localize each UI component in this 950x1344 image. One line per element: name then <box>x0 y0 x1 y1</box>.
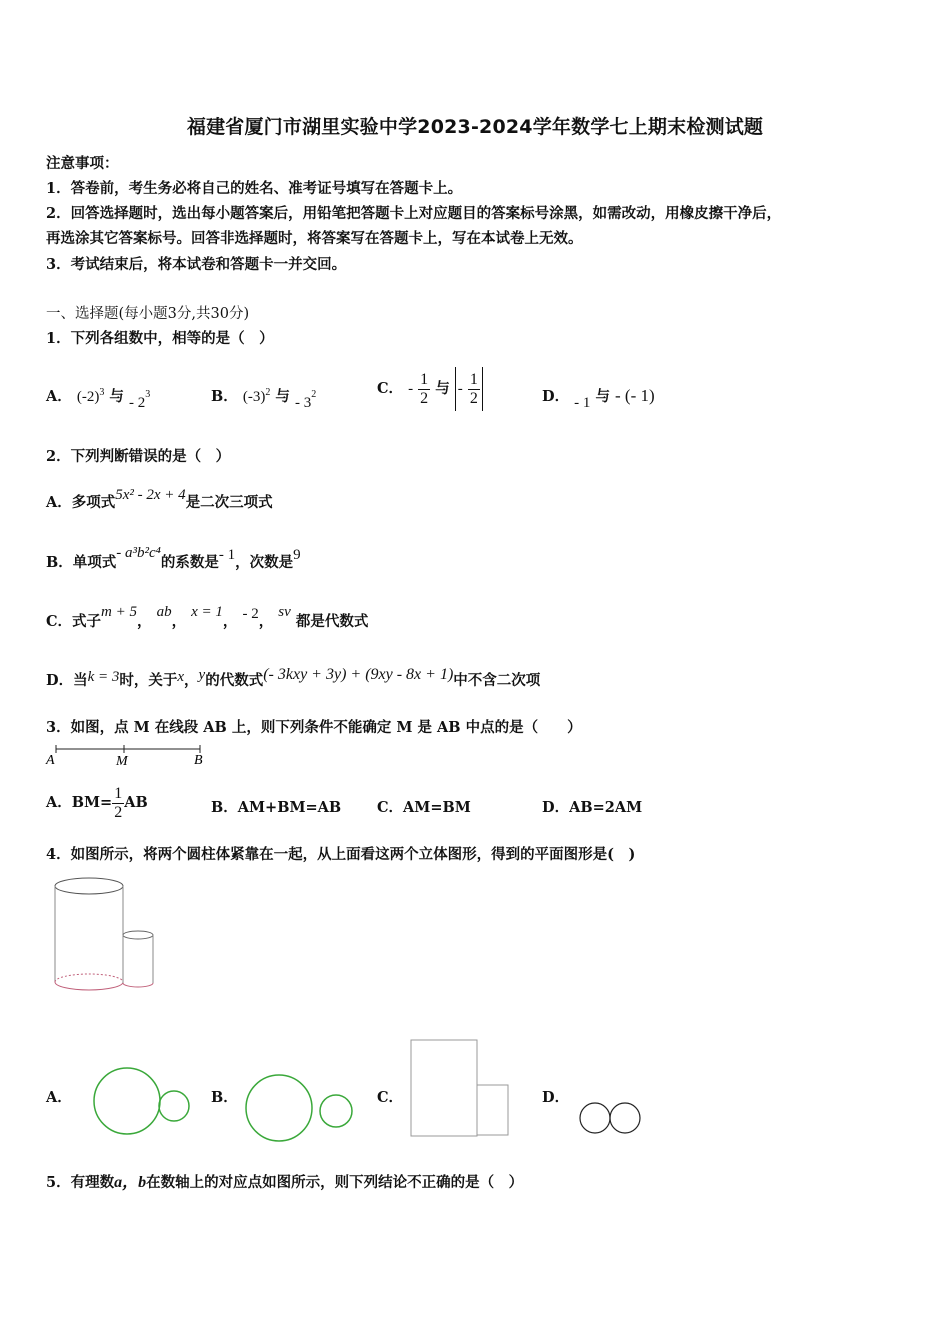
q1-c-abs-num: 1 <box>469 370 478 388</box>
large-circle <box>246 1075 312 1141</box>
q1-c-abs-fraction <box>468 371 480 408</box>
q2-b-mid: 的系数是 <box>160 554 219 571</box>
q4-option-a-label: A． <box>46 1089 72 1106</box>
q2-c-e3: x = 1 <box>191 604 223 620</box>
q5-stem <box>46 1169 523 1192</box>
q1-d-with: 与 <box>595 388 610 405</box>
big-cylinder-bottom-hidden <box>55 974 123 982</box>
q1-stem: 1．下列各组数中，相等的是（ ） <box>46 330 274 347</box>
q2-option-d <box>46 666 541 690</box>
big-cylinder-bottom <box>55 982 123 990</box>
q1-b-label: B． <box>211 388 238 405</box>
q1-d-expr2: - (- 1) <box>615 386 655 405</box>
q2-stem: 2．下列判断错误的是（ ） <box>46 448 231 465</box>
q2-b-pre: B．单项式 <box>46 554 117 571</box>
q3-a-den: 2 <box>114 803 123 821</box>
q1-c-abs <box>455 367 483 411</box>
section-heading: 一、选择题(每小题3分,共30分) <box>46 306 250 322</box>
q4-option-b-label: B． <box>211 1089 238 1106</box>
q1-a-label: A． <box>46 388 72 405</box>
q2-d-mid: 时，关于 <box>119 672 178 689</box>
q2-c-e1: m + 5 <box>101 604 138 620</box>
q2-d-x: x <box>177 669 185 685</box>
q3-a-post: AB <box>124 794 148 811</box>
q4-option-c-figure <box>408 1036 518 1140</box>
q1-option-a <box>46 385 151 411</box>
q2-a-pre: A．多项式 <box>46 494 116 511</box>
point-b-label: B <box>194 753 203 768</box>
q2-c-sep3: ， <box>222 613 238 630</box>
q2-c-sep4: ， <box>258 613 274 630</box>
q2-c-e2: ab <box>156 604 172 620</box>
q2-d-y: y <box>198 667 206 683</box>
q2-option-c <box>46 604 369 631</box>
notice-item-2b: 再选涂其它答案标号。回答非选择题时，将答案写在答题卡上，写在本试卷上无效。 <box>46 230 583 247</box>
q4-stem: 4．如图所示，将两个圆柱体紧靠在一起，从上面看这两个立体图形，得到的平面图形是( ) <box>46 846 636 863</box>
q1-c-abs-den: 2 <box>469 389 478 407</box>
q2-b-coef: - 1 <box>218 547 236 563</box>
q3-a-label: A．BM= <box>46 794 113 811</box>
notice-item-1: 1．答卷前，考生务必将自己的姓名、准考证号填写在答题卡上。 <box>46 180 463 197</box>
q1-b-exp1: 2 <box>265 387 271 399</box>
q1-b-exp2: 2 <box>311 389 317 401</box>
q5-stem-post: 在数轴上的对应点如图所示，则下列结论不正确的是（ ） <box>146 1174 524 1191</box>
q1-a-exp2: 3 <box>145 389 151 401</box>
q2-d-post: 中不含二次项 <box>453 672 541 689</box>
big-cylinder-top <box>55 878 123 894</box>
q2-c-e5: sv <box>278 604 291 620</box>
q4-option-a-figure <box>90 1064 200 1140</box>
q1-option-c <box>377 364 483 414</box>
q4-option-c-label: C． <box>377 1089 404 1106</box>
q3-a-fraction <box>112 785 124 822</box>
q2-c-pre: C．式子 <box>46 613 102 630</box>
q2-c-sep2: ， <box>171 613 187 630</box>
q1-option-d <box>542 385 655 411</box>
page-title: 福建省厦门市湖里实验中学2023-2024学年数学七上期末检测试题 <box>186 116 764 138</box>
point-m-label: M <box>116 754 128 769</box>
q1-c-neg: - <box>408 381 414 397</box>
notice-item-3: 3．考试结束后，将本试卷和答题卡一并交回。 <box>46 256 347 273</box>
q4-option-d-label: D． <box>542 1089 570 1106</box>
large-circle <box>94 1068 160 1134</box>
small-rectangle <box>477 1085 508 1135</box>
q3-stem: 3．如图，点 M 在线段 AB 上，则下列条件不能确定 M 是 AB 中点的是（ ） <box>46 719 582 736</box>
small-cylinder-bottom <box>123 983 153 987</box>
q2-a-post: 是二次三项式 <box>185 494 273 511</box>
q1-a-with: 与 <box>109 388 124 405</box>
q1-option-b <box>211 385 317 411</box>
q2-d-k: k = 3 <box>87 669 120 685</box>
notice-heading: 注意事项： <box>46 155 119 172</box>
q1-d-label: D． <box>542 388 570 405</box>
q2-b-deg: 9 <box>293 547 301 563</box>
q2-c-sep1: ， <box>137 613 152 630</box>
q3-option-c: C．AM=BM <box>377 799 471 816</box>
q5-vars: a，b <box>114 1174 147 1191</box>
q1-c-label: C． <box>377 380 404 397</box>
small-cylinder-top <box>123 931 153 939</box>
right-circle <box>610 1103 640 1133</box>
q1-c-num: 1 <box>420 370 429 388</box>
q2-a-expr: 5x² - 2x + 4 <box>115 487 186 503</box>
q2-option-b <box>46 545 301 572</box>
q1-c-abs-neg: - <box>457 381 463 397</box>
q2-d-mid2: 的代数式 <box>205 672 264 689</box>
q4-option-d-figure <box>574 1100 646 1138</box>
q3-option-d: D．AB=2AM <box>542 799 643 816</box>
q1-d-expr1: - 1 <box>574 395 591 411</box>
q1-a-expr2: - 2 <box>128 395 146 411</box>
large-rectangle <box>411 1040 477 1136</box>
q1-c-fraction <box>418 371 430 408</box>
q1-c-den: 2 <box>420 389 429 407</box>
q2-c-e4: - 2 <box>242 606 259 622</box>
left-circle <box>580 1103 610 1133</box>
q3-option-a <box>46 780 148 826</box>
notice-item-2a: 2．回答选择题时，选出每小题答案后，用铅笔把答题卡上对应题目的答案标号涂黑，如需改动，用橡皮擦干净后， <box>46 205 782 222</box>
q1-a-exp1: 3 <box>99 387 105 399</box>
q1-a-expr1: (-2) <box>76 389 100 405</box>
q1-b-expr1: (-3) <box>242 389 266 405</box>
small-circle <box>320 1095 352 1127</box>
q1-c-with: 与 <box>435 380 450 397</box>
small-circle <box>159 1091 189 1121</box>
segment-ab-diagram <box>44 744 214 770</box>
two-cylinders-figure <box>50 874 160 994</box>
q5-stem-pre: 5．有理数 <box>46 1174 115 1191</box>
q3-option-b: B．AM+BM=AB <box>211 799 342 816</box>
q1-b-expr2: - 3 <box>294 395 312 411</box>
point-a-label: A <box>46 753 55 768</box>
q2-c-post: 都是代数式 <box>295 613 369 630</box>
q2-b-expr: - a³b²c⁴ <box>116 545 161 561</box>
q2-d-expr: (- 3kxy + 3y) + (9xy - 8x + 1) <box>263 666 454 683</box>
q2-b-mid2: ，次数是 <box>235 554 294 571</box>
q1-b-with: 与 <box>275 388 290 405</box>
q2-d-pre: D．当 <box>46 672 88 689</box>
q4-option-b-figure <box>240 1070 360 1146</box>
q2-d-sep: ， <box>184 672 199 689</box>
q3-a-num: 1 <box>114 784 123 802</box>
q2-option-a <box>46 487 273 512</box>
